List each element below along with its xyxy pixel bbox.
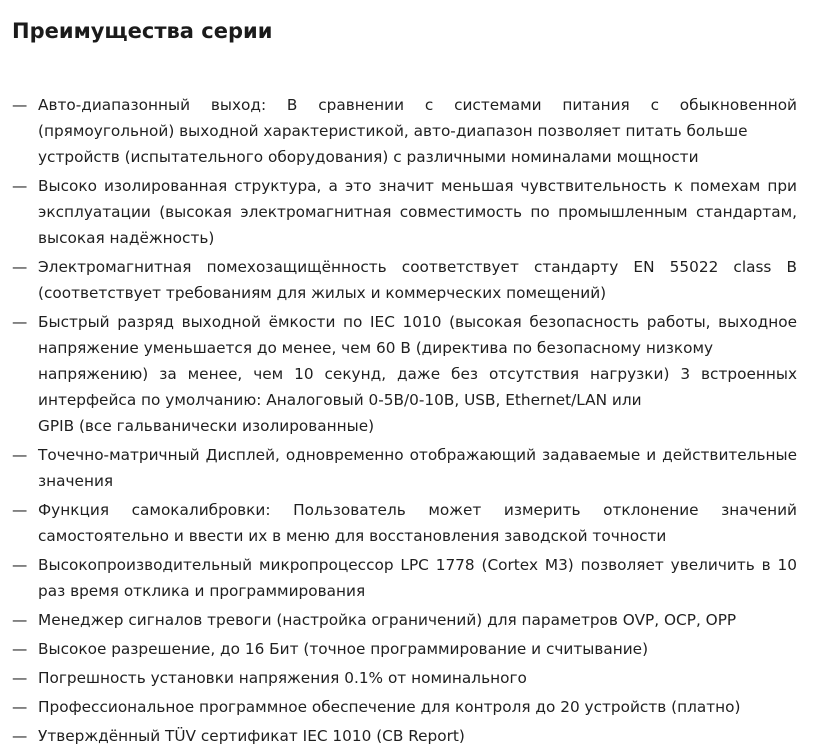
list-item (12, 173, 797, 251)
bullet-dash: — (12, 96, 28, 114)
bullet-dash: — (12, 258, 28, 276)
bullet-dash: — (12, 669, 28, 687)
list-item (12, 254, 797, 306)
list-item-text: Авто-диапазонный выход: В сравнении с системами питания с обыкновенной (прямоугольной) выходной характеристикой, авто-диапазон позволяет питать больше (38, 96, 797, 140)
bullet-dash: — (12, 313, 28, 331)
list-item (12, 607, 797, 633)
list-item-text: Погрешность установки напряжения 0.1% от номинального (38, 669, 527, 687)
bullet-dash: — (12, 501, 28, 519)
list-item (12, 552, 797, 604)
list-item-text: Утверждённый TÜV сертификат IEC 1010 (CB Report) (38, 727, 465, 745)
list-item-text: Профессиональное программное обеспечение для контроля до 20 устройств (платно) (38, 698, 741, 716)
list-item (12, 442, 797, 494)
list-item-text: напряжению) за менее, чем 10 секунд, даже без отсутствия нагрузки) 3 встроенных интерфейса по умолчанию: Аналоговый 0-5В/0-10В, USB, Ethernet/LAN или (38, 365, 797, 409)
bullet-dash: — (12, 177, 28, 195)
list-item (12, 497, 797, 549)
list-item-text: Высокое разрешение, до 16 Бит (точное программирование и считывание) (38, 640, 649, 658)
page-title: Преимущества серии (12, 19, 273, 43)
benefits-list (12, 92, 797, 749)
bullet-dash: — (12, 698, 28, 716)
list-item-text: Менеджер сигналов тревоги (настройка ограничений) для параметров OVP, OCP, OPP (38, 611, 737, 629)
bullet-dash: — (12, 727, 28, 745)
bullet-dash: — (12, 556, 28, 574)
list-item-text: Быстрый разряд выходной ёмкости по IEC 1010 (высокая безопасность работы, выходное напряжение уменьшается до менее, чем 60 В (директива по безопасному низкому (38, 313, 797, 357)
bullet-dash: — (12, 611, 28, 629)
list-item (12, 694, 797, 720)
bullet-dash: — (12, 446, 28, 464)
list-item-text: Точечно-матричный Дисплей, одновременно отображающий задаваемые и действительные значения (38, 446, 797, 490)
list-item-text: Высоко изолированная структура, а это значит меньшая чувствительность к помехам при эксплуатации (высокая электромагнитная совместимость по промышленным стандартам, высокая надёжность) (38, 177, 797, 247)
list-item-text: Электромагнитная помехозащищённость соответствует стандарту EN 55022 class B (соответствует требованиям для жилых и коммерческих помещений) (38, 258, 797, 302)
list-item-text: устройств (испытательного оборудования) с различными номиналами мощности (38, 148, 699, 166)
list-item-text: Высокопроизводительный микропроцессор LPC 1778 (Cortex M3) позволяет увеличить в 10 раз время отклика и программирования (38, 556, 797, 600)
list-item-text: GPIB (все гальванически изолированные) (38, 417, 375, 435)
list-item (12, 665, 797, 691)
list-item (12, 636, 797, 662)
list-item-text: Функция самокалибровки: Пользователь может измерить отклонение значений самостоятельно и ввести их в меню для восстановления заводской точности (38, 501, 797, 545)
list-item (12, 92, 797, 170)
list-item (12, 309, 797, 439)
list-item (12, 723, 797, 749)
bullet-dash: — (12, 640, 28, 658)
